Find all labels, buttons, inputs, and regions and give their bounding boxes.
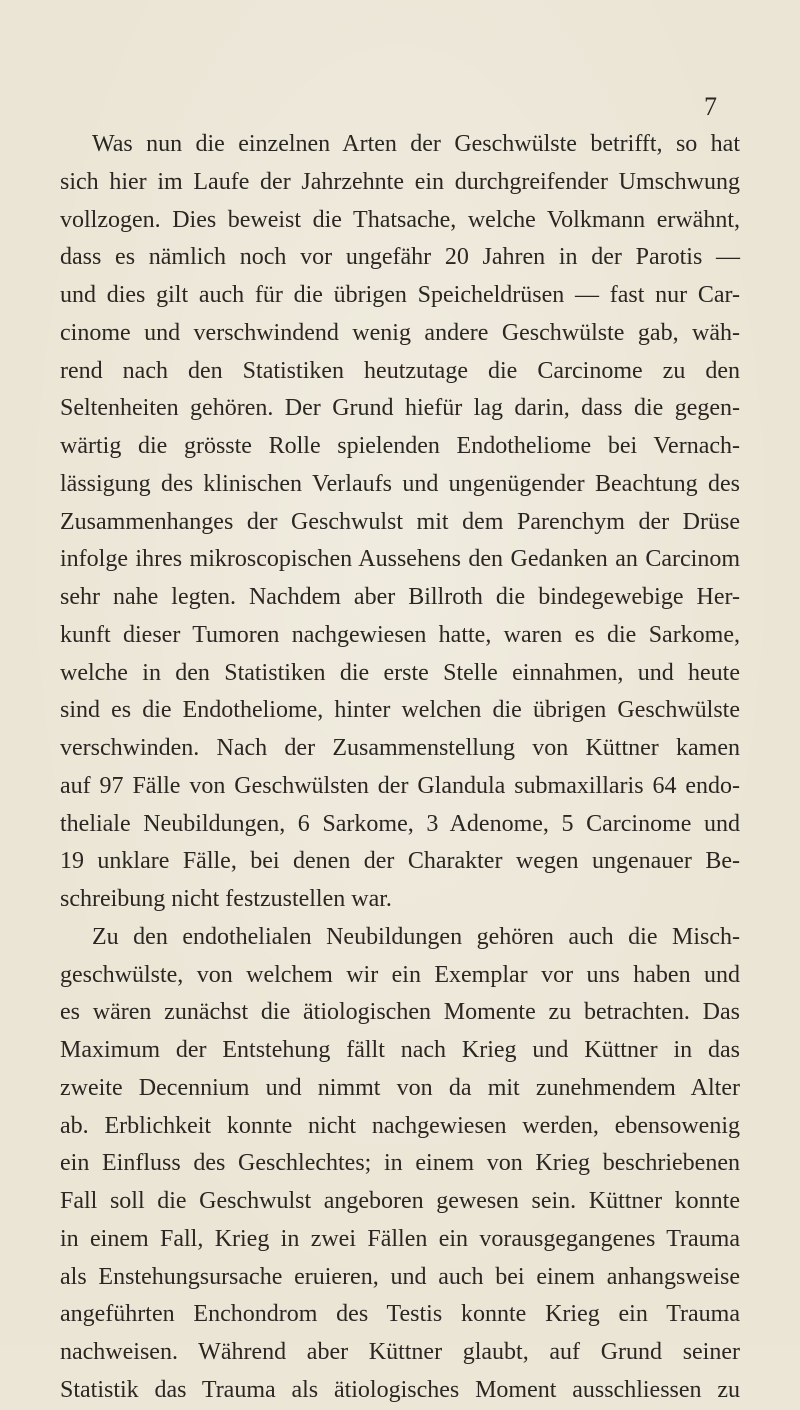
text-line: schreibung nicht festzustellen war. bbox=[60, 886, 392, 912]
text-line: Fall soll die Geschwulst angeboren gewesen sein. Küttner konnte bbox=[60, 1188, 740, 1214]
text-line: theliale Neubildungen, 6 Sarkome, 3 Adenome, 5 Carcinome und bbox=[60, 810, 740, 837]
text-line: Zusammenhanges der Geschwulst mit dem Parenchym der Drüse bbox=[60, 508, 740, 535]
text-line: nachweisen. Während aber Küttner glaubt, auf Grund seiner bbox=[60, 1339, 740, 1365]
text-line: Maximum der Entstehung fällt nach Krieg und Küttner in das bbox=[60, 1037, 740, 1063]
text-line: Zu den endothelialen Neubildungen gehören auch die Misch- bbox=[92, 923, 740, 950]
text-line: zweite Decennium und nimmt von da mit zunehmendem Alter bbox=[60, 1074, 740, 1101]
text-line: rend nach den Statistiken heutzutage die Carcinome zu den bbox=[60, 357, 740, 384]
text-line: cinome und verschwindend wenig andere Geschwülste gab, wäh- bbox=[60, 319, 740, 346]
text-line: kunft dieser Tumoren nachgewiesen hatte, waren es die Sarkome, bbox=[60, 621, 740, 648]
text-line: ein Einfluss des Geschlechtes; in einem von Krieg beschriebenen bbox=[60, 1150, 740, 1177]
text-line: welche in den Statistiken die erste Stelle einnahmen, und heute bbox=[60, 659, 740, 686]
text-line: Was nun die einzelnen Arten der Geschwülste betrifft, so hat bbox=[92, 131, 740, 157]
text-line: sehr nahe legten. Nachdem aber Billroth die bindegewebige Her- bbox=[60, 584, 740, 610]
text-line: verschwinden. Nach der Zusammenstellung von Küttner kamen bbox=[60, 735, 740, 761]
text-line: ab. Erblichkeit konnte nicht nachgewiesen werden, ebensowenig bbox=[60, 1112, 740, 1139]
text-line: wärtig die grösste Rolle spielenden Endotheliome bei Vernach- bbox=[60, 433, 740, 459]
body-text bbox=[60, 126, 740, 1410]
text-line: vollzogen. Dies beweist die Thatsache, welche Volkmann erwähnt, bbox=[60, 206, 740, 233]
text-line: Statistik das Trauma als ätiologisches Moment ausschliessen zu bbox=[60, 1376, 740, 1403]
text-line: sind es die Endotheliome, hinter welchen die übrigen Geschwülste bbox=[60, 697, 740, 724]
text-line: infolge ihres mikroscopischen Aussehens den Gedanken an Carcinom bbox=[60, 546, 740, 573]
text-line: und dies gilt auch für die übrigen Speicheldrüsen — fast nur Car- bbox=[60, 282, 740, 308]
text-line: dass es nämlich noch vor ungefähr 20 Jahren in der Parotis — bbox=[60, 244, 740, 271]
text-line: sich hier im Laufe der Jahrzehnte ein durchgreifender Umschwung bbox=[60, 168, 740, 195]
text-line: 19 unklare Fälle, bei denen der Charakter wegen ungenauer Be- bbox=[60, 848, 740, 875]
text-line: angeführten Enchondrom des Testis konnte Krieg ein Trauma bbox=[60, 1301, 740, 1328]
text-line: als Enstehungsursache eruieren, und auch bei einem anhangsweise bbox=[60, 1263, 740, 1290]
text-line: in einem Fall, Krieg in zwei Fällen ein vorausgegangenes Trauma bbox=[60, 1225, 740, 1252]
text-line: lässigung des klinischen Verlaufs und ungenügender Beachtung des bbox=[60, 470, 740, 497]
text-line: es wären zunächst die ätiologischen Momente zu betrachten. Das bbox=[60, 999, 740, 1026]
text-line: Seltenheiten gehören. Der Grund hiefür lag darin, dass die gegen- bbox=[60, 395, 740, 422]
text-line: auf 97 Fälle von Geschwülsten der Glandula submaxillaris 64 endo- bbox=[60, 772, 740, 799]
text-line: geschwülste, von welchem wir ein Exemplar vor uns haben und bbox=[60, 961, 740, 988]
page-number: 7 bbox=[704, 92, 717, 121]
